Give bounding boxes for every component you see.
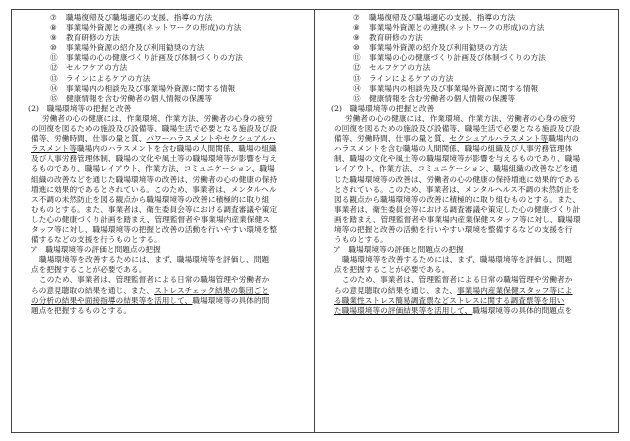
amended-text: の分析の結果や面接指導の結果等を活用して、 bbox=[31, 295, 193, 305]
paragraph-line bbox=[331, 296, 609, 306]
list-item: ⑮ 健康情報を含む労働者の個人情報の保護等 bbox=[50, 93, 213, 103]
paragraph-line: 労働者の心の健康には、作業環境、作業方法、労働者の心身の疲労 bbox=[345, 113, 576, 123]
paragraph-line: 及び人事労務管理体制、職場の文化や風土等の職場環境等が影響を与え bbox=[31, 154, 278, 164]
subsection-heading: ア 職場環境等の評価と問題点の把握 bbox=[333, 245, 464, 255]
list-item: ⑧ 事業場外資源との連携(ネットワークの形成)の方法 bbox=[50, 23, 242, 33]
paragraph-line: うものとする。 bbox=[334, 235, 388, 245]
paragraph-line: 職場環境等を改善するためには、まず、職場環境等を評価し、問題 bbox=[342, 255, 573, 265]
right-column bbox=[331, 13, 609, 316]
paragraph-line: ハラスメントを含む職場の人間関係、職場の組織及び人事労務管理体 bbox=[334, 144, 573, 154]
list-item: ⑫ セルフケアの方法 bbox=[50, 63, 128, 73]
paragraph-line: 備等、労働時間、仕事の量と質、パワーハラスメントやセクシュアルハ bbox=[31, 134, 276, 144]
paragraph-line: ス不調の未然防止を図る観点から職場環境等の改善に積極的に取り組 bbox=[31, 194, 270, 204]
paragraph-line: 題点を把握するものとする。 bbox=[31, 305, 132, 315]
list-item: ⑬ ラインによるケアの方法 bbox=[50, 73, 151, 83]
paragraph-line: 境等の把握と改善の活動を行いやすい環境を整備するなどの支援を行 bbox=[334, 224, 573, 234]
list-item: ⑪ 事業場の心の健康づくり計画及び体制づくりの方法 bbox=[353, 53, 546, 63]
paragraph-line: とされている。このため、事業者は、メンタルヘルス不調の未然防止を bbox=[334, 184, 580, 194]
paragraph-line: の回復を図るための施設及び設備等、職場生活で必要となる施設及び設 bbox=[334, 124, 581, 134]
paragraph-line: このため、事業者は、管理監督者による日常の職場管理や労働者か bbox=[39, 275, 270, 285]
list-item: ⑨ 教育研修の方法 bbox=[353, 33, 423, 43]
paragraph-line: このため、事業者は、管理監督者による日常の職場管理や労働者か bbox=[342, 275, 573, 285]
amended-text: ラスメント等 bbox=[31, 144, 77, 154]
paragraph-line: の分析の結果や面接指導の結果等を活用して、職場環境等の具体的問 bbox=[31, 295, 270, 305]
paragraph-line: むものとする。また、事業者は、衛生委員会等における調査審議や策定 bbox=[31, 204, 278, 214]
list-item: ⑬ ラインによるケアの方法 bbox=[353, 73, 454, 83]
paragraph-line: レイアウト、作業方法、コミュニケーション、職場組織の改善などを通 bbox=[334, 164, 578, 174]
amended-text: 事業場内産業保健スタッフ等によ bbox=[457, 285, 573, 295]
list-item: ⑩ 事業場外資源の紹介及び利用勧奨の方法 bbox=[50, 43, 205, 53]
column-divider bbox=[314, 9, 315, 433]
list-item: ⑧ 事業場外資源との連携(ネットワークの形成)の方法 bbox=[353, 23, 545, 33]
amended-text: ストレスチェック結果の集団ごと bbox=[154, 285, 269, 295]
paragraph-line: 画を踏まえ、管理監督者や事業場内産業保健スタッフ等に対し、職場環 bbox=[334, 214, 581, 224]
section-heading: (2) 職場環境等の把握と改善 bbox=[28, 103, 132, 113]
paragraph-line: らの意見聴取の結果を通じ、また、事業場内産業保健スタッフ等によ bbox=[334, 285, 573, 295]
list-item: ⑩ 事業場外資源の紹介及び利用勧奨の方法 bbox=[353, 43, 508, 53]
list-item: ⑮ 健康情報を含む労働者の個人情報の保護等 bbox=[353, 93, 516, 103]
paragraph-line: した心の健康づくり計画を踏まえ、管理監督者や事業場内産業保健ス bbox=[31, 214, 270, 224]
amended-text: た職場環境等の評価結果等を活用して、 bbox=[334, 305, 473, 315]
paragraph-line: 備等、労働時間、仕事の量と質、セクシュアルハラスメント等職場内の bbox=[334, 134, 579, 144]
paragraph-line: 増進に効果的であるとされている。このため、事業者は、メンタルヘル bbox=[31, 184, 277, 194]
list-item: ⑪ 事業場の心の健康づくり計画及び体制づくりの方法 bbox=[50, 53, 243, 63]
paragraph-line: 職場環境等を改善するためには、まず、職場環境等を評価し、問題 bbox=[39, 255, 270, 265]
left-column bbox=[28, 13, 306, 316]
paragraph-line: 制、職場の文化や風土等の職場環境等が影響を与えるものであり、職場 bbox=[334, 154, 581, 164]
list-item: ⑫ セルフケアの方法 bbox=[353, 63, 431, 73]
paragraph-line: 図る観点から職場環境等の改善に積極的に取り組むものとする。また、 bbox=[334, 194, 581, 204]
paragraph-line: 点を把握することが必要である。 bbox=[31, 265, 147, 275]
paragraph-line: 組織の改善などを通じた職場環境等の改善は、労働者の心の健康の保持 bbox=[31, 174, 278, 184]
paragraph-line: た職場環境等の評価結果等を活用して、職場環境等の具体的問題点を bbox=[334, 305, 573, 315]
list-item: ⑭ 事業場内の相談先及び事業場外資源に関する情報 bbox=[353, 83, 539, 93]
paragraph-line: 備するなどの支援を行うものとする。 bbox=[31, 235, 162, 245]
paragraph-line: るものであり、職場レイアウト、作業方法、コミュニケーション、職場 bbox=[31, 164, 275, 174]
amended-text: セクシュアルハラスメント等 bbox=[449, 134, 549, 144]
paragraph-line: 労働者の心の健康には、作業環境、作業方法、労働者の心身の疲労 bbox=[42, 113, 273, 123]
section-heading: (2) 職場環境等の把握と改善 bbox=[331, 103, 435, 113]
list-item: ⑨ 教育研修の方法 bbox=[50, 33, 120, 43]
paragraph-line: タッフ等に対し、職場環境等の把握と改善の活動を行いやすい環境を整 bbox=[31, 224, 278, 234]
paragraph-line: 事業者は、衛生委員会等における調査審議や策定した心の健康づくり計 bbox=[334, 204, 581, 214]
paragraph-line: らの意見聴取の結果を通じ、また、ストレスチェック結果の集団ごと bbox=[31, 285, 269, 295]
list-item: ⑦ 職場復帰及び職場適応の支援、指導の方法 bbox=[353, 13, 516, 22]
paragraph-line: の回復を図るための施設及び設備等、職場生活で必要となる施設及び設 bbox=[31, 124, 278, 134]
list-item: ⑦ 職場復帰及び職場適応の支援、指導の方法 bbox=[50, 13, 213, 22]
amended-text: る職業性ストレス簡易調査票などストレスに関する調査票等を用い bbox=[334, 295, 565, 305]
paragraph-line: ラスメント等職場内のハラスメントを含む職場の人間関係、職場の組織 bbox=[31, 144, 277, 154]
amended-text: パワーハラスメントやセクシュアルハ bbox=[146, 134, 276, 144]
list-item: ⑭ 事業場内の相談先及び事業場外資源に関する情報 bbox=[50, 83, 236, 93]
paragraph-line: じた職場環境等の改善は、労働者の心の健康の保持増進に効果的である bbox=[334, 174, 581, 184]
paragraph-line: 点を把握することが必要である。 bbox=[334, 265, 450, 275]
subsection-heading: ア 職場環境等の評価と問題点の把握 bbox=[30, 245, 161, 255]
